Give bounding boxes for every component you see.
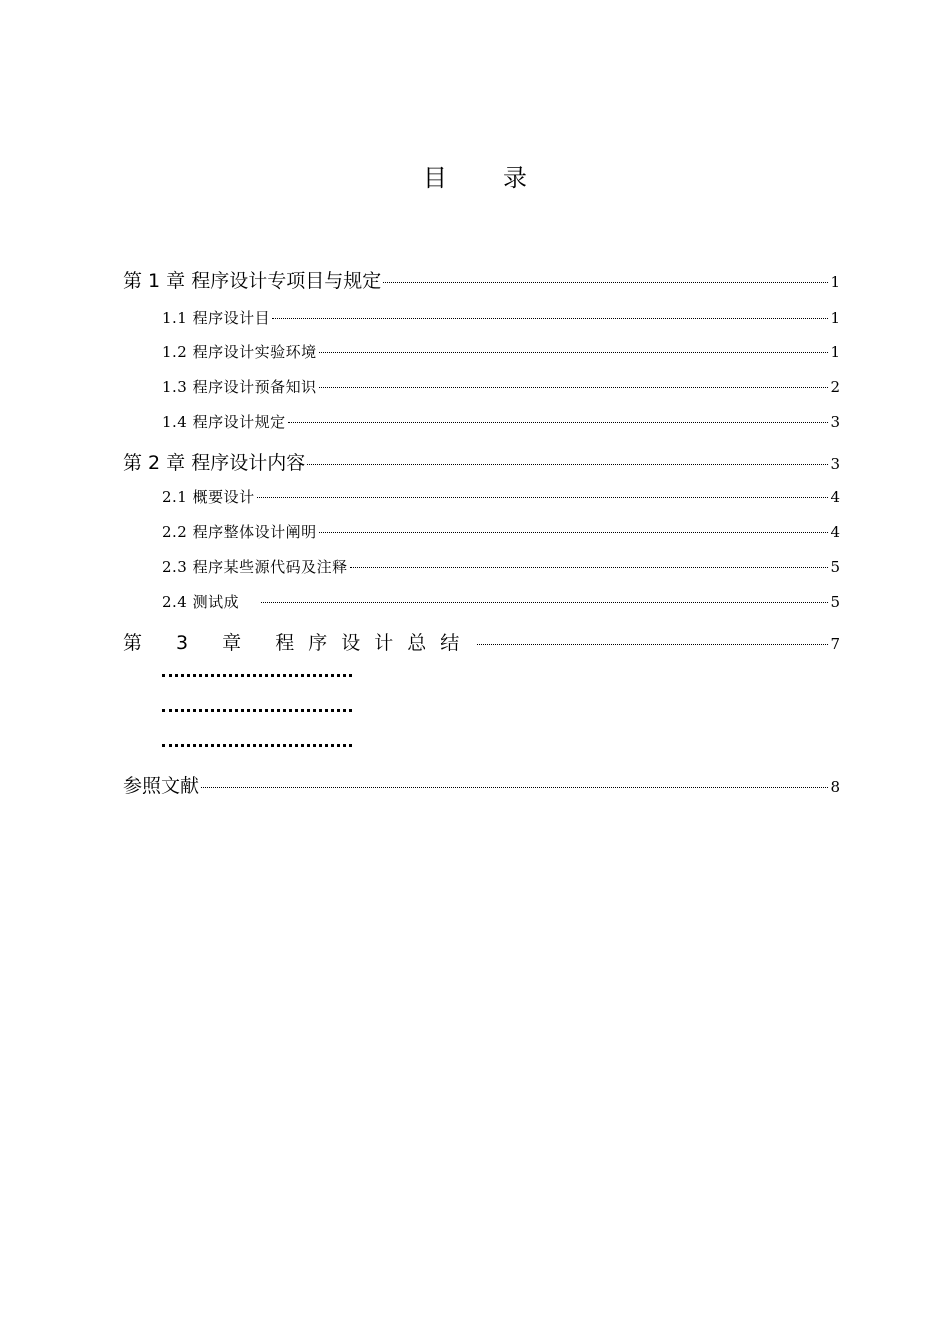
toc-entry-section-1-2[interactable] [0, 341, 950, 362]
toc-entry-section-1-3[interactable] [0, 376, 950, 397]
toc-entry-label: 第 1 章 程序设计专项目与规定 [123, 270, 382, 292]
dot-leader [319, 352, 829, 353]
toc-entry-label: 第 3 章 程序设计总结 [123, 632, 474, 654]
toc-entry-page-number: 1 [830, 343, 840, 361]
toc-entry-label: 1.4 程序设计规定 [162, 413, 286, 431]
toc-entry-section-2-4[interactable] [0, 591, 950, 612]
dot-leader [477, 644, 828, 645]
toc-entry-page-number: 2 [830, 378, 840, 396]
toc-entry-label: 1.2 程序设计实验环境 [162, 343, 317, 361]
toc-entry-page-number: 1 [830, 309, 840, 327]
toc-entry-page-number: 4 [830, 523, 840, 541]
toc-entry-page-number: 5 [830, 558, 840, 576]
toc-entry-chapter-2[interactable] [0, 448, 950, 475]
toc-title [0, 158, 950, 193]
toc-entry-label: 2.1 概要设计 [162, 488, 255, 506]
toc-entry-section-2-1[interactable] [0, 486, 950, 507]
toc-entry-label: 2.3 程序某些源代码及注释 [162, 558, 348, 576]
dot-leader [319, 387, 829, 388]
toc-entry-label: 参照文献 [123, 775, 200, 797]
dot-leader [288, 422, 829, 423]
toc-entry-page-number: 7 [830, 635, 840, 653]
dot-leader [272, 318, 828, 319]
toc-title-char-2: 录 [503, 164, 527, 192]
toc-entry-page-number: 5 [830, 593, 840, 611]
dot-leader [319, 532, 829, 533]
dot-leader [383, 282, 828, 283]
toc-entry-section-1-4[interactable] [0, 411, 950, 432]
toc-entry-references[interactable] [0, 771, 950, 798]
toc-entry-page-number: 3 [830, 413, 840, 431]
toc-title-char-1: 目 [423, 164, 447, 192]
toc-entry-page-number: 1 [830, 273, 840, 291]
toc-entry-label: 1.1 程序设计目 [162, 309, 271, 327]
dot-leader [350, 567, 829, 568]
toc-entry-label: 1.3 程序设计预备知识 [162, 378, 317, 396]
toc-entry-chapter-1[interactable] [0, 266, 950, 293]
dot-leader [201, 787, 828, 788]
toc-entry-section-2-2[interactable] [0, 521, 950, 542]
dot-leader-continuation [162, 744, 352, 747]
dot-leader [257, 497, 829, 498]
toc-entry-label: 2.2 程序整体设计阐明 [162, 523, 317, 541]
dot-leader [261, 602, 828, 603]
dot-leader-continuation [162, 709, 352, 712]
toc-entry-section-2-3[interactable] [0, 556, 950, 577]
toc-entry-label: 2.4 测试成 [162, 593, 240, 611]
dot-leader [307, 464, 828, 465]
toc-entry-section-1-1[interactable] [0, 307, 950, 328]
toc-entry-page-number: 3 [830, 455, 840, 473]
toc-entry-page-number: 8 [830, 778, 840, 796]
toc-entry-label: 第 2 章 程序设计内容 [123, 452, 306, 474]
dot-leader-continuation [162, 674, 352, 677]
toc-entry-chapter-3[interactable] [0, 628, 950, 655]
toc-entry-page-number: 4 [830, 488, 840, 506]
